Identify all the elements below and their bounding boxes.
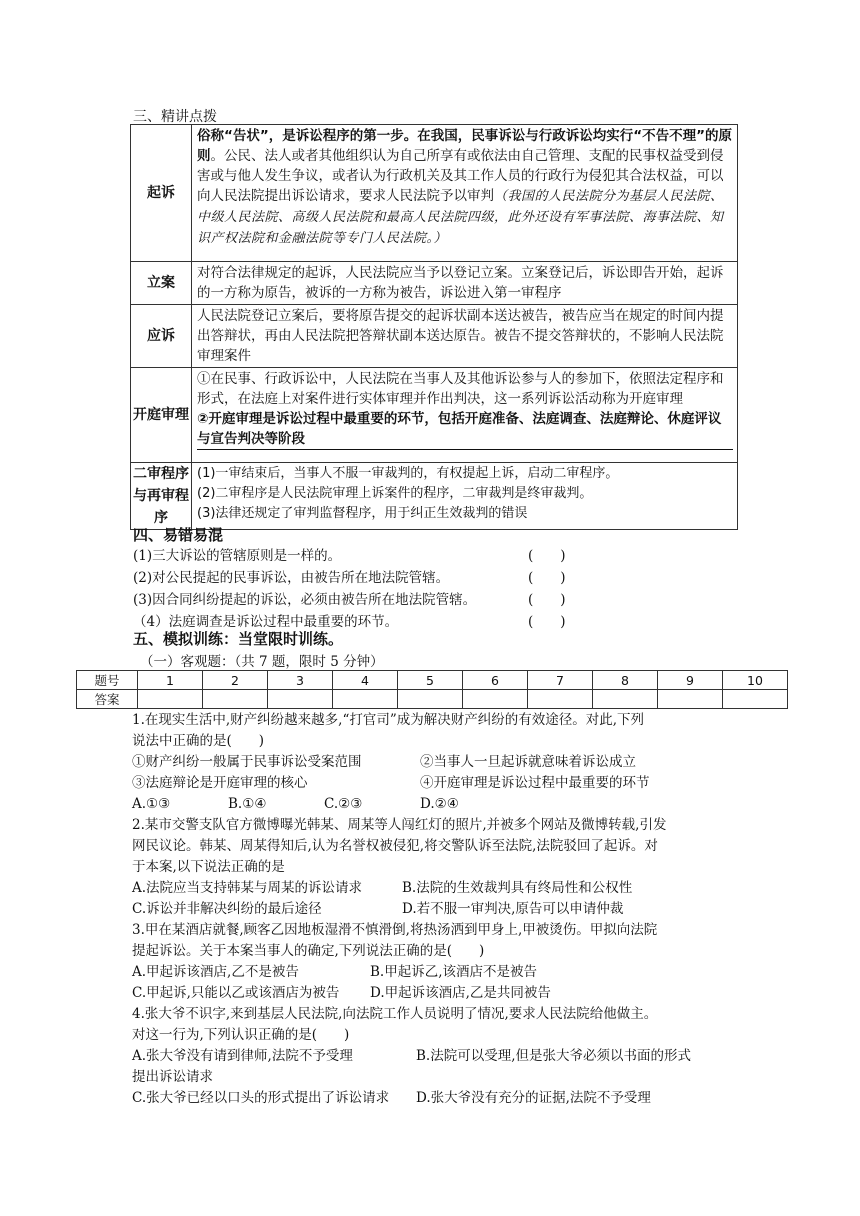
list-item: (1)一审结束后，当事人不服一审裁判的，有权提起上诉，启动二审程序。 xyxy=(197,466,619,481)
choice-option[interactable]: C.诉讼并非解决纠纷的最后途径 xyxy=(132,901,322,917)
list-item xyxy=(133,610,566,630)
choice-option-continued: 提出诉讼请求 xyxy=(132,1069,213,1085)
table-row xyxy=(77,690,788,709)
statement-option: ④开庭审理是诉讼过程中最重要的环节 xyxy=(420,775,650,791)
question-stem: 提起诉讼。关于本案当事人的确定,下列说法正确的是( ) xyxy=(132,943,485,959)
answer-cell[interactable] xyxy=(658,690,723,709)
question-stem: 于本案,以下说法正确的是 xyxy=(132,859,285,875)
choice-option[interactable]: D.若不服一审判决,原告可以申请仲裁 xyxy=(402,901,624,917)
choice-option[interactable]: D.张大爷没有充分的证据,法院不予受理 xyxy=(416,1090,651,1106)
question-stem: 2.某市交警支队官方微博曝光韩某、周某等人闯红灯的照片,并被多个网站及微博转载,引发 xyxy=(132,817,667,833)
choice-option[interactable]: A.法院应当支持韩某与周某的诉讼请求 xyxy=(132,880,363,896)
question-1 xyxy=(132,710,742,815)
bold-text: “告状”，是诉讼程序的第一步。在我国，民事诉讼与行政诉讼均实行“不告不理”的原则 xyxy=(197,128,732,164)
list-item: (3)法律还规定了审判监督程序，用于纠正生效裁判的错误 xyxy=(197,506,528,521)
choice-option[interactable]: A.张大爷没有请到律师,法院不予受理 xyxy=(132,1048,353,1064)
answer-cell[interactable] xyxy=(268,690,333,709)
answer-blank[interactable]: ( ) xyxy=(528,570,566,586)
table-cell: 7 xyxy=(528,671,593,690)
statement-option: ②当事人一旦起诉就意味着诉讼成立 xyxy=(420,754,636,770)
stage-description: 人民法院登记立案后，要将原告提交的起诉状副本送达被告，被告应当在规定的时间内提出答辩状，再由人民法院把答辩状副本送达原告。被告不提交答辩状的，不影响人民法院审理案件 xyxy=(192,305,738,368)
question-3 xyxy=(132,920,742,1004)
table-cell: 9 xyxy=(658,671,723,690)
statement-text: (1)三大诉讼的管辖原则是一样的。 xyxy=(133,548,342,564)
answer-cell[interactable] xyxy=(333,690,398,709)
answer-blank[interactable]: ( ) xyxy=(528,614,566,630)
choice-option[interactable]: B.法院可以受理,但是张大爷必须以书面的形式 xyxy=(416,1048,692,1064)
choice-option[interactable]: B.①④ xyxy=(228,796,267,812)
table-cell: 6 xyxy=(463,671,528,690)
statement-option: ①财产纠纷一般属于民事诉讼受案范围 xyxy=(132,754,362,770)
row-label: 题号 xyxy=(77,671,138,690)
question-stem: 4.张大爷不识字,来到基层人民法院,向法院工作人员说明了情况,要求人民法院给他做主。 xyxy=(132,1006,658,1022)
list-item: (2)二审程序是人民法院审理上诉案件的程序，二审裁判是终审裁判。 xyxy=(197,486,593,501)
litigation-steps-table xyxy=(130,124,738,530)
body-text: 。公民、法人或者其他组织认为自己所享有或依法由自己管理、支配的民事权益受到侵害或与他人发生争议，或者认为行政机关及其工作人员的行政行为侵犯其合法权益，可以向人民法院提出诉讼请求，要求人民法院予以审判 xyxy=(197,148,724,204)
table-row xyxy=(131,368,738,463)
answer-cell[interactable] xyxy=(593,690,658,709)
section-5-title: 五、模拟训练：当堂限时训练。 xyxy=(133,630,344,648)
table-cell: 4 xyxy=(333,671,398,690)
stage-label: 立案 xyxy=(131,262,192,305)
question-4 xyxy=(132,1004,742,1109)
table-cell: 2 xyxy=(203,671,268,690)
table-cell: 8 xyxy=(593,671,658,690)
statement-text: （4）法庭调查是诉讼过程中最重要的环节。 xyxy=(133,614,399,630)
table-row xyxy=(131,463,738,530)
choice-option[interactable]: C.甲起诉,只能以乙或该酒店为被告 xyxy=(132,985,340,1001)
answer-table xyxy=(76,670,788,709)
table-cell: 3 xyxy=(268,671,333,690)
choice-option[interactable]: B.甲起诉乙,该酒店不是被告 xyxy=(370,964,538,980)
choice-option[interactable]: B.法院的生效裁判具有终局性和公权性 xyxy=(402,880,633,896)
table-cell: 5 xyxy=(398,671,463,690)
answer-blank[interactable]: ( ) xyxy=(528,592,566,608)
subsection-title: （一）客观题：（共 7 题，限时 5 分钟） xyxy=(140,654,384,670)
choice-option[interactable]: C.②③ xyxy=(324,796,363,812)
section-4-title: 四、易错易混 xyxy=(133,526,224,544)
list-item xyxy=(133,566,566,586)
answer-cell[interactable] xyxy=(138,690,203,709)
answer-cell[interactable] xyxy=(398,690,463,709)
question-stem: 对这一行为,下列认识正确的是( ) xyxy=(132,1027,350,1043)
answer-cell[interactable] xyxy=(528,690,593,709)
answer-cell[interactable] xyxy=(723,690,788,709)
row-label: 答案 xyxy=(77,690,138,709)
bold-text: 俗称 xyxy=(197,128,224,144)
question-stem: 说法中正确的是( ) xyxy=(132,733,265,749)
answer-blank[interactable]: ( ) xyxy=(528,548,566,564)
answer-cell[interactable] xyxy=(203,690,268,709)
question-2 xyxy=(132,815,742,920)
statement-text: (3)因合同纠纷提起的诉讼，必须由被告所在地法院管辖。 xyxy=(133,592,477,608)
stage-description xyxy=(192,125,738,262)
list-item xyxy=(133,588,566,608)
list-item xyxy=(133,544,566,564)
choice-option[interactable]: A.①③ xyxy=(132,796,171,812)
table-cell: 1 xyxy=(138,671,203,690)
body-text: ①在民事、行政诉讼中，人民法院在当事人及其他诉讼参与人的参加下，依照法定程序和形式，在法庭上对案件进行实体审理并作出判决，这一系列诉讼活动称为开庭审理 xyxy=(197,371,724,407)
note-text: （我国的人民法院分为基层人民法院、中级人民法院、高级人民法院和最高人民法院四级，此外还设有军事法院、海事法院、知识产权法院和金融法院等专门人民法院。） xyxy=(197,189,724,246)
table-row xyxy=(131,125,738,262)
table-row xyxy=(131,305,738,368)
answer-cell[interactable] xyxy=(463,690,528,709)
stage-description: 对符合法律规定的起诉，人民法院应当予以登记立案。立案登记后，诉讼即告开始，起诉的一方称为原告，被诉的一方称为被告，诉讼进入第一审程序 xyxy=(192,262,738,305)
statement-text: (2)对公民提起的民事诉讼，由被告所在地法院管辖。 xyxy=(133,570,450,586)
stage-description xyxy=(192,463,738,530)
question-stem: 网民议论。韩某、周某得知后,认为名誉权被侵犯,将交警队诉至法院,法院驳回了起诉。对 xyxy=(132,838,658,854)
table-cell: 10 xyxy=(723,671,788,690)
table-row xyxy=(131,262,738,305)
stage-label: 应诉 xyxy=(131,305,192,368)
table-row xyxy=(77,671,788,690)
statement-option: ③法庭辩论是开庭审理的核心 xyxy=(132,775,308,791)
stage-label: 起诉 xyxy=(131,125,192,262)
choice-option[interactable]: A.甲起诉该酒店,乙不是被告 xyxy=(132,964,299,980)
stage-description xyxy=(192,368,738,463)
section-3-title: 三、精讲点拨 xyxy=(133,109,217,125)
question-stem: 1.在现实生活中,财产纠纷越来越多,“打官司”成为解决财产纠纷的有效途径。对此,下列 xyxy=(132,712,645,728)
key-point-text: ②开庭审理是诉讼过程中最重要的环节，包括开庭准备、法庭调查、法庭辩论、休庭评议与宣告判决等阶段 xyxy=(197,409,733,450)
choice-option[interactable]: D.②④ xyxy=(420,796,459,812)
choice-option[interactable]: C.张大爷已经以口头的形式提出了诉讼请求 xyxy=(132,1090,390,1106)
stage-label: 开庭审理 xyxy=(131,368,192,463)
question-stem: 3.甲在某酒店就餐,顾客乙因地板湿滑不慎滑倒,将热汤洒到甲身上,甲被烫伤。甲拟向法院 xyxy=(132,922,658,938)
choice-option[interactable]: D.甲起诉该酒店,乙是共同被告 xyxy=(370,985,551,1001)
stage-label: 二审程序与再审程序 xyxy=(131,463,192,530)
